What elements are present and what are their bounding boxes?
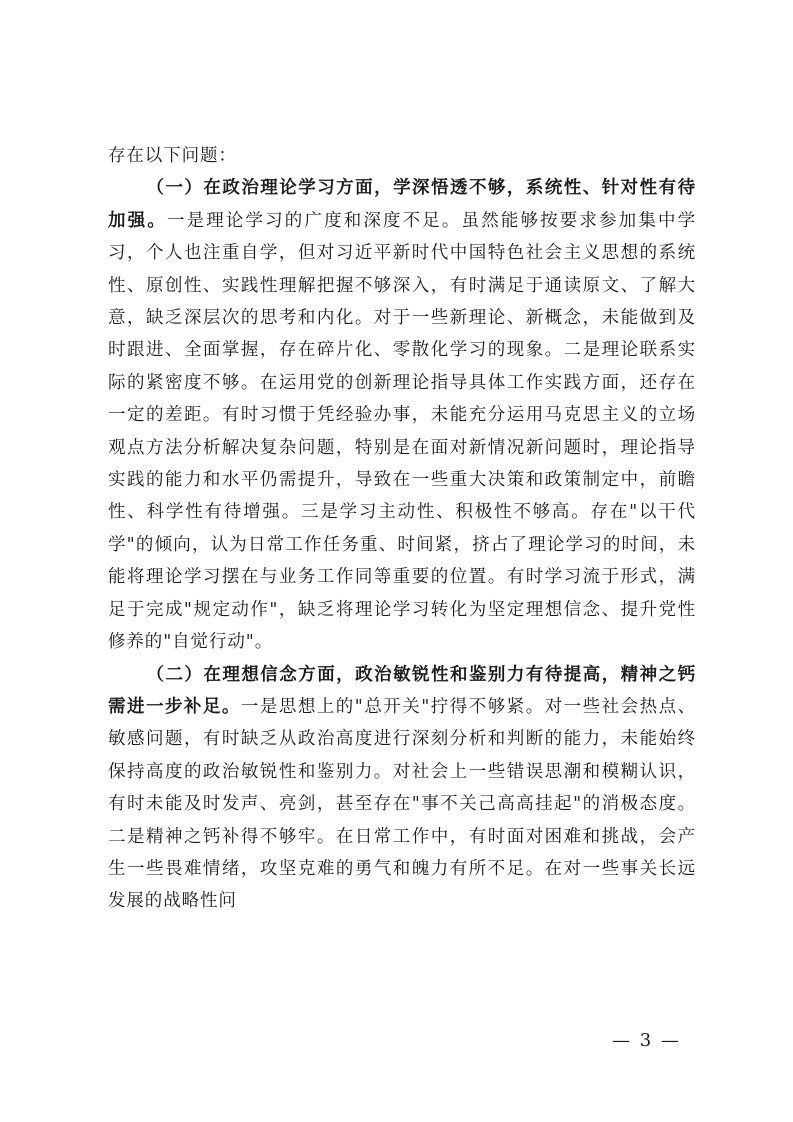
section-two-heading: （二）在理想信念方面，政治敏锐性和鉴别力有待提高，精神之钙需进一步补足。 <box>108 664 696 717</box>
section-one-heading: （一）在政治理论学习方面，学深悟透不够，系统性、针对性有待加强。 <box>108 178 696 231</box>
section-one-paragraph <box>108 172 696 658</box>
intro-text: 存在以下问题： <box>108 146 237 166</box>
intro-paragraph <box>108 140 696 172</box>
section-one-body: 一是理论学习的广度和深度不足。虽然能够按要求参加集中学习，个人也注重自学，但对习近平新时代中国特色社会主义思想的系统性、原创性、实践性理解把握不够深入，有时满足于通读原文、了解大意，缺乏深层次的思考和内化。对于一些新理论、新概念，未能做到及时跟进、全面掌握，存在碎片化、零散化学习的现象。二是理论联系实际的紧密度不够。在运用党的创新理论指导具体工作实践方面，还存在一定的差距。有时习惯于凭经验办事，未能充分运用马克思主义的立场观点方法分析解决复杂问题，特别是在面对新情况新问题时，理论指导实践的能力和水平仍需提升，导致在一些重大决策和政策制定中，前瞻性、科学性有待增强。三是学习主动性、积极性不够高。存在"以干代学"的倾向，认为日常工作任务重、时间紧，挤占了理论学习的时间，未能将理论学习摆在与业务工作同等重要的位置。有时学习流于形式，满足于完成"规定动作"，缺乏将理论学习转化为坚定理想信念、提升党性修养的"自觉行动"。 <box>108 210 696 653</box>
document-page <box>108 140 696 918</box>
section-two-body: 一是思想上的"总开关"拧得不够紧。对一些社会热点、敏感问题，有时缺乏从政治高度进行深刻分析和判断的能力，未能始终保持高度的政治敏锐性和鉴别力。对社会上一些错误思潮和模糊认识，有时未能及时发声、亮剑，甚至存在"事不关己高高挂起"的消极态度。二是精神之钙补得不够牢。在日常工作中，有时面对困难和挑战，会产生一些畏难情绪，攻坚克难的勇气和魄力有所不足。在对一些事关长远发展的战略性问 <box>108 696 696 912</box>
page-number: — 3 — <box>612 1030 681 1051</box>
section-two-paragraph <box>108 659 696 918</box>
